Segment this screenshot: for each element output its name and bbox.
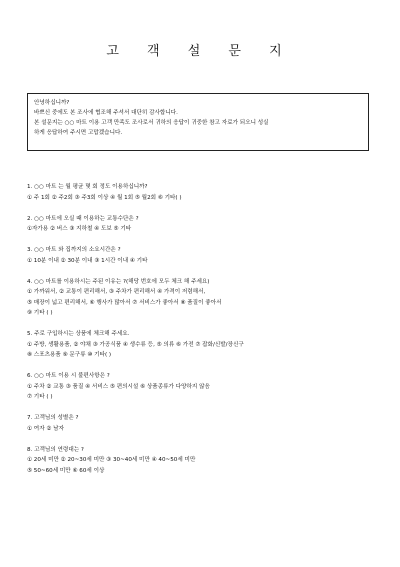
question-3 — [27, 245, 377, 266]
question-options[interactable]: ⑦ 기타 ( ) — [27, 394, 53, 400]
question-1 — [27, 182, 377, 203]
question-options[interactable]: ① 여자 ② 남자 — [27, 425, 64, 432]
question-options[interactable]: ⑤ 50~60세 미만 ⑥ 60세 이상 — [27, 467, 105, 474]
page-title: 고 객 설 문 지 — [106, 44, 294, 59]
question-6 — [27, 371, 377, 403]
question-title: 2. ○○ 마트에 오실 때 이용하는 교통수단은 ? — [27, 215, 139, 222]
question-options[interactable]: ① 주 1회 ② 주2회 ③ 주3회 이상 ④ 월 1회 ⑤ 월2회 ⑥ 기타( ) — [27, 194, 182, 201]
question-options[interactable]: ①자가용 ② 버스 ③ 지하철 ④ 도보 ⑤ 기타 — [27, 226, 132, 232]
question-title: 1. ○○ 마트 는 월 평균 몇 회 정도 이용하십니까? — [27, 184, 148, 190]
question-options[interactable]: ① 주방, 생활용품, ② 야채 ③ 가공식품 ④ 생수류 등, ⑤ 의류 ⑥ 가전 ⑦ 잡화/신발/장신구 — [27, 341, 244, 348]
question-title: 6. ○○ 마트 이용 시 불편사항은 ? — [27, 373, 110, 379]
question-title: 3. ○○ 마트 와 집까지의 소요시간은 ? — [27, 247, 121, 253]
question-options[interactable]: ① 10분 이내 ② 30분 이내 ③ 1시간 이내 ④ 기타 — [27, 257, 148, 264]
question-options[interactable]: ⑧ 스포츠용품 ⑨ 문구류 ⑩ 기타( ) — [27, 352, 112, 358]
question-options[interactable]: ① 가까워서, ② 교통이 편리해서, ③ 주차가 편리해서 ④ 가격이 저렴해서, — [27, 289, 206, 295]
question-4 — [27, 277, 377, 319]
question-8 — [27, 445, 377, 477]
intro-line: 하게 응답하여 주시면 고맙겠습니다. — [34, 130, 123, 136]
question-5 — [27, 329, 377, 361]
intro-line: 바쁘신 중에도 본 조사에 협조해 주셔서 대단히 감사합니다. — [34, 110, 178, 116]
question-options[interactable]: ⑨ 기타 ( ) — [27, 310, 53, 316]
question-title: 4. ○○ 마트를 이용하시는 주된 이유는 ?(해당 번호에 모두 체크 해 주세요) — [27, 278, 210, 285]
question-options[interactable]: ① 20세 미만 ② 20~30세 미만 ③ 30~40세 미만 ④ 40~50세 미만 — [27, 457, 196, 463]
intro-line: 본 설문지는 ○○ 마트 이용 고객 만족도 조사로서 귀하의 응답이 귀중한 참고 자료가 되오니 성실 — [34, 120, 269, 126]
question-title: 8. 고객님의 연령대는 ? — [27, 446, 84, 453]
question-title: 5. 주로 구입하시는 상품에 체크해 주세요. — [27, 331, 130, 337]
question-7 — [27, 413, 377, 434]
question-list — [27, 182, 377, 487]
intro-box — [27, 93, 369, 151]
intro-line: 안녕하십니까? — [34, 100, 70, 106]
question-options[interactable]: ⑤ 매장이 넓고 편리해서, ⑥ 행사가 많아서 ⑦ 서비스가 좋아서 ⑧ 품질이 좋아서 — [27, 299, 222, 306]
question-options[interactable]: ① 주차 ② 교통 ③ 품질 ④ 서비스 ⑤ 편의시설 ⑥ 상품종류가 다양하지 않음 — [27, 383, 210, 390]
question-2 — [27, 214, 377, 235]
question-title: 7. 고객님의 성별은 ? — [27, 415, 79, 421]
